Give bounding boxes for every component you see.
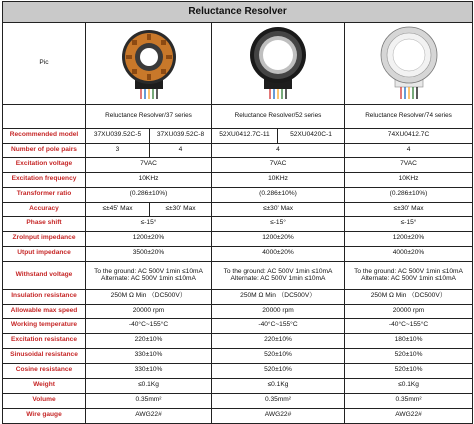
cell-insulation: 250M Ω Min （DC500V） [212, 289, 345, 304]
series-37: Reluctance Resolver/37 series [86, 104, 212, 128]
withstand-line: Alternate: AC 500V 1min ≤10mA [230, 275, 326, 283]
row-label-zin: ZroInput impedance [3, 231, 86, 246]
cell-accuracy: ≤±30' Max [212, 202, 345, 216]
cell-sin-resistance: 520±10% [212, 348, 345, 363]
cell-zout: 4000±20% [212, 246, 345, 261]
cell-exc-resistance: 220±10% [212, 333, 345, 348]
cell-cos-resistance: 330±10% [86, 363, 212, 378]
row-label-model: Recommended model [3, 128, 86, 143]
cell-weight: ≤0.1Kg [345, 378, 473, 393]
resolver-74-image [359, 23, 459, 101]
cell-accuracy: ≤±30' Max [345, 202, 473, 216]
row-label-exc-frequency: Excitation frequency [3, 172, 86, 187]
cell-exc-frequency: 10KHz [86, 172, 212, 187]
row-label-withstand: Withstand voltage [3, 261, 86, 289]
cell-model: 52XU0412.7C-11 [212, 128, 278, 143]
series-52: Reluctance Resolver/52 series [212, 104, 345, 128]
row-label-insulation: Insulation resistance [3, 289, 86, 304]
resolver-52-image [228, 23, 328, 101]
cell-temperature: -40°C~155°C [212, 318, 345, 333]
cell-phase: ≤-15° [345, 216, 473, 231]
withstand-line: Alternate: AC 500V 1min ≤10mA [101, 275, 196, 283]
series-header-blank [3, 104, 86, 128]
cell-model: 52XU0420C-1 [278, 128, 345, 143]
cell-accuracy: ≤±30' Max [150, 202, 212, 216]
cell-wire: AWG22# [212, 408, 345, 423]
cell-exc-voltage: 7VAC [212, 157, 345, 172]
cell-exc-resistance: 220±10% [86, 333, 212, 348]
row-label-phase: Phase shift [3, 216, 86, 231]
withstand-line: Alternate: AC 500V 1min ≤10mA [361, 275, 456, 283]
cell-poles: 3 [86, 143, 150, 157]
cell-zout: 4000±20% [345, 246, 473, 261]
cell-speed: 20000 rpm [212, 304, 345, 318]
cell-zin: 1200±20% [345, 231, 473, 246]
cell-temperature: -40°C~155°C [86, 318, 212, 333]
cell-ratio: (0.286±10%) [345, 187, 473, 202]
pic-52-cell [212, 23, 345, 105]
cell-accuracy: ≤±45' Max [86, 202, 150, 216]
cell-exc-voltage: 7VAC [86, 157, 212, 172]
resolver-37-image [99, 23, 199, 101]
cell-ratio: (0.286±10%) [86, 187, 212, 202]
cell-zin: 1200±20% [212, 231, 345, 246]
cell-withstand [86, 261, 212, 289]
cell-weight: ≤0.1Kg [86, 378, 212, 393]
cell-poles: 4 [212, 143, 345, 157]
cell-volume: 0.35mm² [86, 393, 212, 408]
cell-zout: 3500±20% [86, 246, 212, 261]
cell-poles: 4 [345, 143, 473, 157]
cell-insulation: 250M Ω Min （DC500V） [86, 289, 212, 304]
series-74: Reluctance Resolver/74 series [345, 104, 473, 128]
cell-model: 37XU039.52C-5 [86, 128, 150, 143]
cell-model: 74XU0412.7C [345, 128, 473, 143]
row-label-speed: Allowable max speed [3, 304, 86, 318]
cell-withstand [212, 261, 345, 289]
cell-wire: AWG22# [86, 408, 212, 423]
spec-table [2, 1, 473, 424]
cell-temperature: -40°C~155°C [345, 318, 473, 333]
cell-withstand [345, 261, 473, 289]
cell-weight: ≤0.1Kg [212, 378, 345, 393]
cell-sin-resistance: 330±10% [86, 348, 212, 363]
cell-exc-voltage: 7VAC [345, 157, 473, 172]
cell-speed: 20000 rpm [345, 304, 473, 318]
cell-phase: ≤-15° [86, 216, 212, 231]
cell-cos-resistance: 520±10% [345, 363, 473, 378]
withstand-line: To the ground: AC 500V 1min ≤10mA [223, 267, 333, 275]
row-label-volume: Volume [3, 393, 86, 408]
withstand-line: To the ground: AC 500V 1min ≤10mA [94, 267, 203, 275]
row-label-wire: Wire gauge [3, 408, 86, 423]
withstand-line: To the ground: AC 500V 1min ≤10mA [354, 267, 463, 275]
row-label-cos-resistance: Cosine resistance [3, 363, 86, 378]
cell-exc-frequency: 10KHz [212, 172, 345, 187]
cell-speed: 20000 rpm [86, 304, 212, 318]
cell-insulation: 250M Ω Min （DC500V） [345, 289, 473, 304]
cell-exc-frequency: 10KHz [345, 172, 473, 187]
cell-zin: 1200±20% [86, 231, 212, 246]
row-label-weight: Weight [3, 378, 86, 393]
pic-74-cell [345, 23, 473, 105]
cell-model: 37XU039.52C-8 [150, 128, 212, 143]
pic-37-cell [86, 23, 212, 105]
pic-label: Pic [3, 23, 86, 105]
cell-wire: AWG22# [345, 408, 473, 423]
cell-cos-resistance: 520±10% [212, 363, 345, 378]
cell-sin-resistance: 520±10% [345, 348, 473, 363]
cell-poles: 4 [150, 143, 212, 157]
row-label-zout: Utput impedance [3, 246, 86, 261]
cell-exc-resistance: 180±10% [345, 333, 473, 348]
row-label-accuracy: Accuracy [3, 202, 86, 216]
table-title: Reluctance Resolver [3, 2, 473, 23]
row-label-ratio: Transformer ratio [3, 187, 86, 202]
row-label-temperature: Working temperature [3, 318, 86, 333]
cell-ratio: (0.286±10%) [212, 187, 345, 202]
row-label-exc-voltage: Excitation voltage [3, 157, 86, 172]
cell-phase: ≤-15° [212, 216, 345, 231]
cell-volume: 0.35mm² [345, 393, 473, 408]
cell-volume: 0.35mm² [212, 393, 345, 408]
row-label-exc-resistance: Excitation resistance [3, 333, 86, 348]
row-label-poles: Number of pole pairs [3, 143, 86, 157]
row-label-sin-resistance: Sinusoidal resistance [3, 348, 86, 363]
